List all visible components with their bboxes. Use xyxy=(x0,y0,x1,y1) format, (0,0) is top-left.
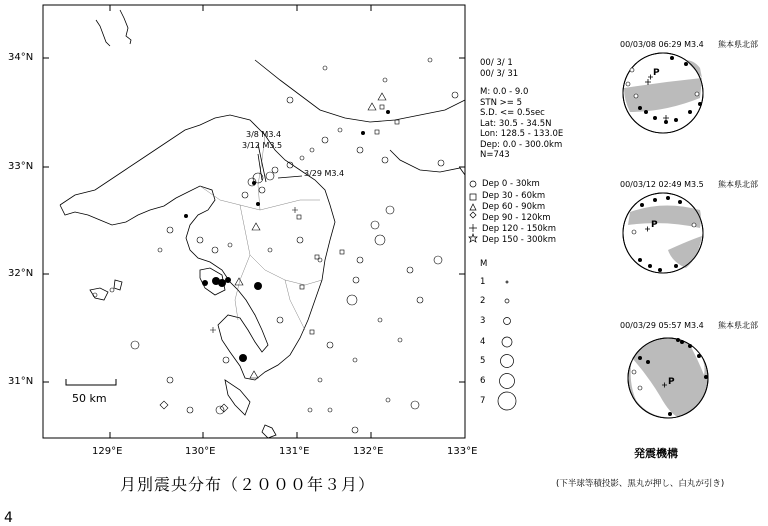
info-line: Lat: 30.5 - 34.5N xyxy=(480,118,552,129)
lat-label-34: 34°N xyxy=(8,52,34,63)
mag-legend-4: 4 xyxy=(480,337,486,347)
period-start: 00/ 3/ 1 xyxy=(480,58,513,68)
depth-legend-1: Dep 30 - 60km xyxy=(482,191,546,201)
mag-legend-1: 1 xyxy=(480,277,486,287)
map-frame xyxy=(43,5,465,438)
lon-label-132: 132°E xyxy=(353,446,384,457)
coastline xyxy=(60,10,465,438)
lat-label-32: 32°N xyxy=(8,268,34,279)
lon-label-130: 130°E xyxy=(185,446,216,457)
lon-label-131: 131°E xyxy=(279,446,310,457)
lat-label-33: 33°N xyxy=(8,161,34,172)
focal-mechanism-1 xyxy=(623,53,703,133)
info-line: N=743 xyxy=(480,150,510,160)
mechanism-title: 発震機構 xyxy=(634,447,678,460)
info-line: Dep: 0.0 - 300.0km xyxy=(480,139,563,150)
mag-legend-7: 7 xyxy=(480,396,486,406)
mag-legend-3: 3 xyxy=(480,316,486,326)
annotation-0329: 3/29 M3.4 xyxy=(304,169,345,178)
mechanism-3-label: 00/03/29 05:57 M3.4 xyxy=(620,321,704,330)
info-line: S.D. <= 0.5sec xyxy=(480,108,545,118)
mag-legend-2: 2 xyxy=(480,296,486,306)
depth-legend-2: Dep 60 - 90km xyxy=(482,202,546,212)
period-end: 00/ 3/ 31 xyxy=(480,68,519,79)
mag-legend-6: 6 xyxy=(480,376,486,386)
map-ticks xyxy=(43,5,465,438)
mechanism-note: (下半球等積投影、黒丸が押し、白丸が引き) xyxy=(556,479,725,489)
focal-mechanism-2 xyxy=(623,193,703,273)
info-line: STN >= 5 xyxy=(480,97,523,108)
lon-label-133: 133°E xyxy=(447,446,478,457)
p-axis-label-2: P xyxy=(651,220,658,230)
info-line: M: 0.0 - 9.0 xyxy=(480,87,529,97)
epicenters xyxy=(93,58,458,433)
mag-legend-header: M xyxy=(480,259,488,269)
depth-legend-4: Dep 120 - 150km xyxy=(482,224,556,234)
map-title: 月別震央分布（２０００年３月） xyxy=(120,475,376,494)
mechanism-1-region: 熊本県北部 xyxy=(718,40,758,49)
scale-label: 50 km xyxy=(72,392,107,405)
annotation-0312: 3/12 M3.5 xyxy=(242,141,283,150)
lat-label-31: 31°N xyxy=(8,376,34,387)
p-axis-label-3: P xyxy=(668,377,675,387)
p-axis-label-1: P xyxy=(653,68,660,78)
depth-legend-0: Dep 0 - 30km xyxy=(482,179,540,189)
annotation-0308: 3/8 M3.4 xyxy=(246,130,282,139)
scale-bar xyxy=(66,379,116,385)
mechanism-3-region: 熊本県北部 xyxy=(718,321,758,330)
page-number: 4 xyxy=(4,510,13,526)
prefecture-boundaries xyxy=(200,135,322,330)
mechanism-1-label: 00/03/08 06:29 M3.4 xyxy=(620,40,704,49)
mag-legend-5: 5 xyxy=(480,356,486,366)
info-block xyxy=(480,58,563,161)
lon-label-129: 129°E xyxy=(92,446,123,457)
mechanism-2-region: 熊本県北部 xyxy=(718,180,758,189)
depth-legend-symbols xyxy=(469,181,477,242)
magnitude-legend-circles xyxy=(498,281,516,410)
info-line: Lon: 128.5 - 133.0E xyxy=(480,129,564,139)
depth-legend-5: Dep 150 - 300km xyxy=(482,235,556,245)
epicenters-large xyxy=(184,110,390,362)
mechanism-2-label: 00/03/12 02:49 M3.5 xyxy=(620,180,704,189)
depth-legend-3: Dep 90 - 120km xyxy=(482,213,551,223)
